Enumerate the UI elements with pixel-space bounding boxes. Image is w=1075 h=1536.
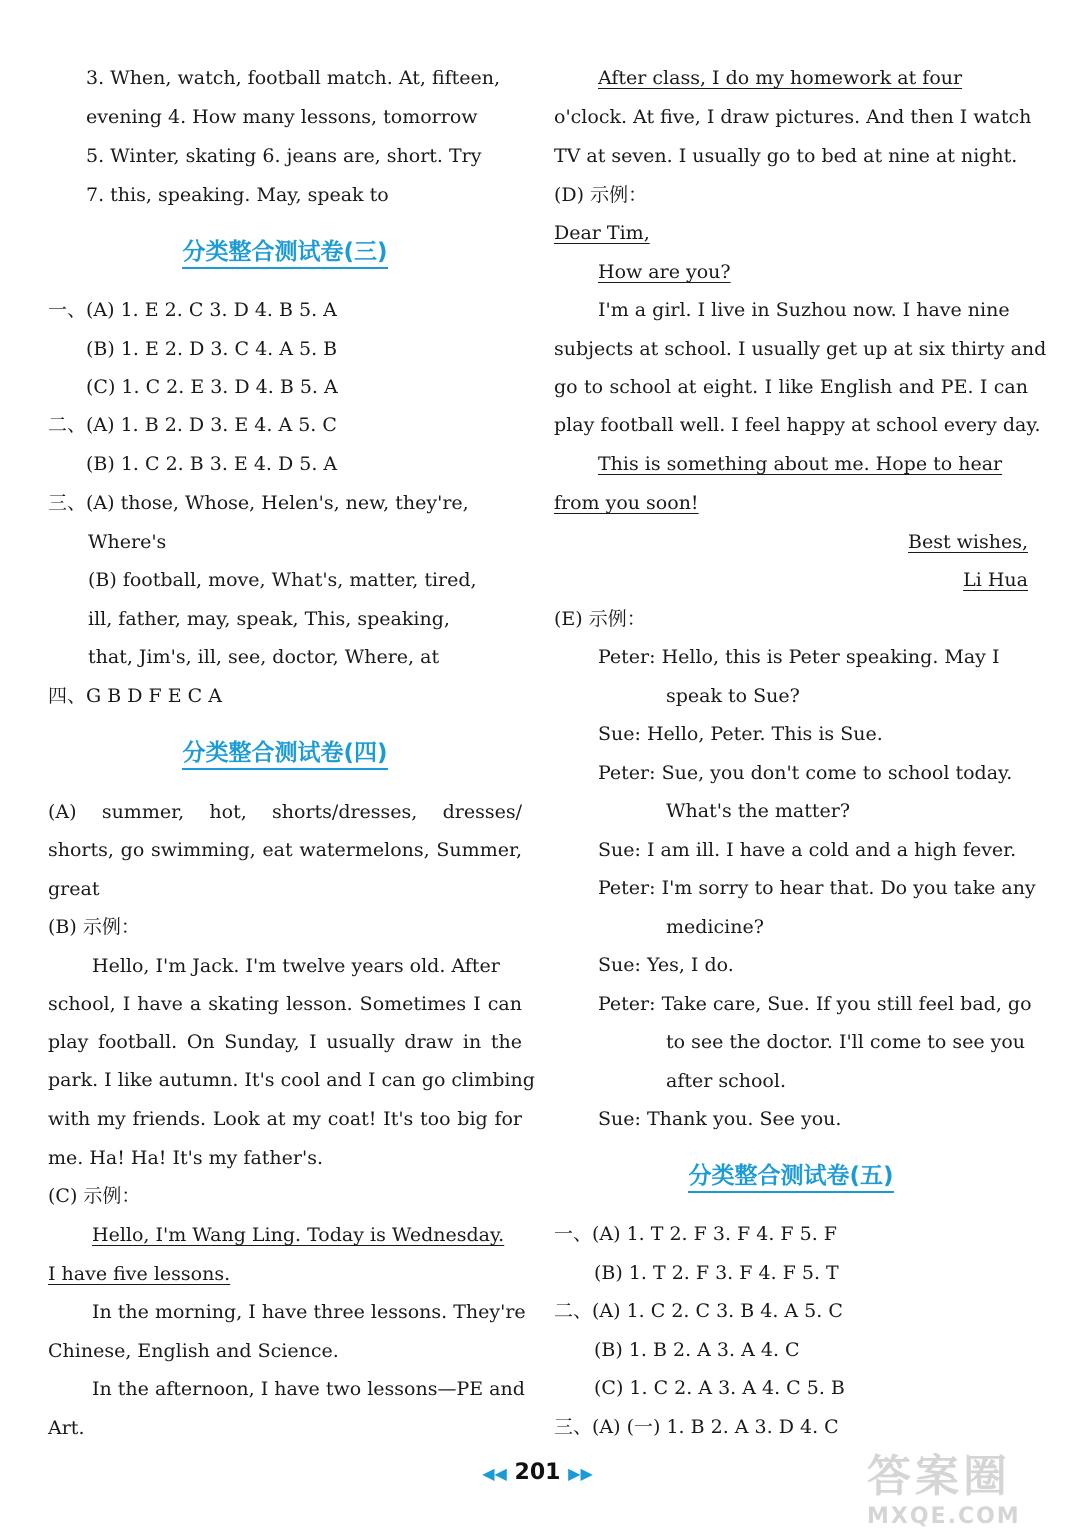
- answer-line: 二、(A) 1. B 2. D 3. E 4. A 5. C: [48, 414, 337, 436]
- answer-line: Li Hua: [963, 569, 1028, 591]
- answer-line: subjects at school. I usually get up at six thirty and: [554, 338, 1047, 360]
- answer-line: Peter: Sue, you don't come to school today.: [598, 762, 1013, 784]
- answer-line: Sue: Hello, Peter. This is Sue.: [598, 723, 883, 745]
- answer-line: 四、G B D F E C A: [48, 685, 222, 707]
- answer-line: Chinese, English and Science.: [48, 1340, 339, 1362]
- answer-line: (B) 1. E 2. D 3. C 4. A 5. B: [86, 338, 338, 360]
- answer-line: great: [48, 878, 100, 900]
- page-number: 201: [514, 1460, 561, 1485]
- answer-line: Best wishes,: [908, 531, 1028, 553]
- watermark: [867, 1440, 1057, 1530]
- answer-line: (B) 1. B 2. A 3. A 4. C: [594, 1339, 800, 1361]
- answer-line: How are you?: [598, 261, 731, 283]
- answer-line: Dear Tim,: [554, 222, 650, 244]
- prev-arrows-icon: ◀◀: [482, 1464, 507, 1483]
- answer-line: (B) football, move, What's, matter, tired,: [88, 569, 477, 591]
- answer-line: that, Jim's, ill, see, doctor, Where, at: [88, 646, 440, 668]
- answer-line: In the morning, I have three lessons. They're: [92, 1301, 526, 1323]
- answer-line: After class, I do my homework at four: [598, 67, 963, 89]
- answer-line: Peter: Take care, Sue. If you still feel bad, go: [598, 993, 1032, 1015]
- answer-line: I have five lessons.: [48, 1263, 231, 1285]
- answer-line: Sue: Yes, I do.: [598, 954, 734, 976]
- answer-line: 三、(A) (一) 1. B 2. A 3. D 4. C: [554, 1416, 839, 1438]
- answer-line: (C) 1. C 2. E 3. D 4. B 5. A: [86, 376, 338, 398]
- answer-line: Art.: [48, 1417, 85, 1439]
- answer-line: 7. this, speaking. May, speak to: [86, 184, 389, 206]
- answer-line: ill, father, may, speak, This, speaking,: [88, 608, 450, 630]
- answer-line: This is something about me. Hope to hear: [598, 453, 1003, 475]
- answer-line: 一、(A) 1. T 2. F 3. F 4. F 5. F: [554, 1223, 837, 1245]
- answer-line: (A) summer, hot, shorts/dresses, dresses/: [48, 801, 522, 823]
- answer-line: after school.: [666, 1070, 786, 1092]
- answer-line: go to school at eight. I like English and PE. I can: [554, 376, 1028, 398]
- answer-line: Sue: Thank you. See you.: [598, 1108, 842, 1130]
- answer-line: evening 4. How many lessons, tomorrow: [86, 106, 478, 128]
- answer-line: Sue: I am ill. I have a cold and a high fever.: [598, 839, 1017, 861]
- answer-line: from you soon!: [554, 492, 699, 514]
- watermark-en: MXQE.COM: [867, 1504, 1021, 1529]
- answer-line: 一、(A) 1. E 2. C 3. D 4. B 5. A: [48, 299, 337, 321]
- answer-line: (E) 示例：: [554, 608, 646, 630]
- answer-line: (B) 1. T 2. F 3. F 4. F 5. T: [594, 1262, 839, 1284]
- answer-line: (B) 示例：: [48, 916, 140, 938]
- answer-line: Hello, I'm Wang Ling. Today is Wednesday.: [92, 1224, 505, 1246]
- answer-line: with my friends. Look at my coat! It's too big for: [48, 1108, 522, 1130]
- answer-line: 5. Winter, skating 6. jeans are, short. Try: [86, 145, 482, 167]
- answer-line: (B) 1. C 2. B 3. E 4. D 5. A: [86, 453, 338, 475]
- answer-line: TV at seven. I usually go to bed at nine at night.: [554, 145, 1018, 167]
- answer-line: Peter: I'm sorry to hear that. Do you take any: [598, 877, 1036, 899]
- answer-line: Hello, I'm Jack. I'm twelve years old. After: [92, 955, 500, 977]
- answer-line: Peter: Hello, this is Peter speaking. May I: [598, 646, 1000, 668]
- section-title-4: 分类整合测试卷(四): [48, 738, 522, 768]
- answer-line: me. Ha! Ha! It's my father's.: [48, 1147, 323, 1169]
- answer-line: play football well. I feel happy at school every day.: [554, 414, 1041, 436]
- answer-line: (C) 1. C 2. A 3. A 4. C 5. B: [594, 1377, 845, 1399]
- answer-line: 二、(A) 1. C 2. C 3. B 4. A 5. C: [554, 1300, 843, 1322]
- answer-line: In the afternoon, I have two lessons—PE and: [92, 1378, 525, 1400]
- answer-line: (D) 示例：: [554, 184, 648, 206]
- watermark-cn: 答案圈: [867, 1451, 1011, 1502]
- answer-line: Where's: [88, 531, 167, 553]
- next-arrows-icon: ▶▶: [568, 1464, 593, 1483]
- answer-line: shorts, go swimming, eat watermelons, Summer,: [48, 839, 522, 861]
- answer-line: play football. On Sunday, I usually draw in the: [48, 1031, 522, 1053]
- answer-line: 三、(A) those, Whose, Helen's, new, they're,: [48, 492, 469, 514]
- answer-line: What's the matter?: [666, 800, 851, 822]
- answer-line: I'm a girl. I live in Suzhou now. I have nine: [598, 299, 1010, 321]
- answer-line: medicine?: [666, 916, 764, 938]
- answer-line: park. I like autumn. It's cool and I can go climbing: [48, 1069, 535, 1091]
- answer-line: school, I have a skating lesson. Sometimes I can: [48, 993, 522, 1015]
- answer-line: speak to Sue?: [666, 685, 800, 707]
- answer-line: to see the doctor. I'll come to see you: [666, 1031, 1026, 1053]
- answer-line: o'clock. At five, I draw pictures. And then I watch: [554, 106, 1032, 128]
- answer-line: 3. When, watch, football match. At, fifteen,: [86, 67, 501, 89]
- answer-line: (C) 示例：: [48, 1185, 141, 1207]
- section-title-3: 分类整合测试卷(三): [48, 237, 522, 267]
- section-title-5: 分类整合测试卷(五): [554, 1161, 1028, 1191]
